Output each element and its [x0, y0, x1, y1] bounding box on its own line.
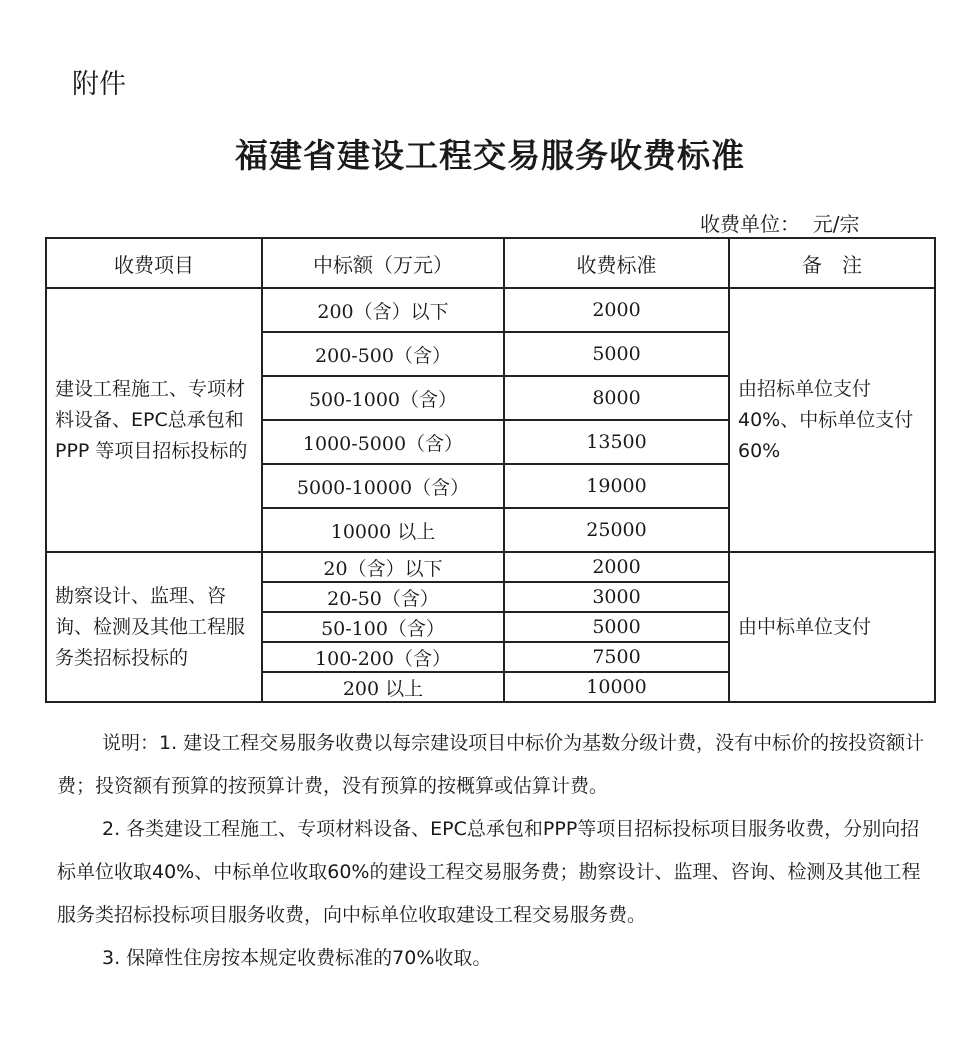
fee-value: 19000: [504, 464, 729, 508]
column-header-item: 收费项目: [46, 238, 262, 288]
fee-item-construction: 建设工程施工、专项材料设备、EPC总承包和 PPP 等项目招标投标的: [46, 288, 262, 552]
amount-range: 500-1000（含）: [262, 376, 504, 420]
column-header-amount: 中标额（万元）: [262, 238, 504, 288]
table-header-row: [46, 238, 935, 288]
note-construction: 由招标单位支付40%、中标单位支付60%: [729, 288, 935, 552]
fee-value: 8000: [504, 376, 729, 420]
fee-value: 13500: [504, 420, 729, 464]
fee-value: 7500: [504, 642, 729, 672]
note-paragraph-1: 说明：1. 建设工程交易服务收费以每宗建设项目中标价为基数分级计费，没有中标价的按投资额计费；投资额有预算的按预算计费，没有预算的按概算或估算计费。: [57, 732, 925, 797]
amount-range: 20-50（含）: [262, 582, 504, 612]
fee-value: 10000: [504, 672, 729, 702]
amount-range: 5000-10000（含）: [262, 464, 504, 508]
amount-range: 10000 以上: [262, 508, 504, 552]
column-header-note: 备 注: [729, 238, 935, 288]
amount-range: 200-500（含）: [262, 332, 504, 376]
amount-range: 200（含）以下: [262, 288, 504, 332]
note-paragraph-2: 2. 各类建设工程施工、专项材料设备、EPC总承包和PPP等项目招标投标项目服务收费，分别向招标单位收取40%、中标单位收取60%的建设工程交易服务费；勘察设计、监理、咨询、检测及其他工程服务类招标投标项目服务收费，向中标单位收取建设工程交易服务费。: [57, 818, 921, 926]
amount-range: 50-100（含）: [262, 612, 504, 642]
table-row: [46, 552, 935, 582]
document-title: 福建省建设工程交易服务收费标准: [235, 136, 745, 175]
fee-unit-label: 收费单位： 元/宗: [700, 212, 860, 236]
amount-range: 20（含）以下: [262, 552, 504, 582]
fee-value: 5000: [504, 332, 729, 376]
table-row: [46, 288, 935, 332]
note-paragraph-3: 3. 保障性住房按本规定收费标准的70%收取。: [102, 947, 492, 969]
attachment-label: 附件: [72, 69, 126, 100]
amount-range: 1000-5000（含）: [262, 420, 504, 464]
amount-range: 100-200（含）: [262, 642, 504, 672]
fee-value: 25000: [504, 508, 729, 552]
notes-section: [57, 722, 927, 980]
note-services: 由中标单位支付: [729, 552, 935, 702]
fee-value: 3000: [504, 582, 729, 612]
fee-value: 2000: [504, 552, 729, 582]
fee-value: 5000: [504, 612, 729, 642]
amount-range: 200 以上: [262, 672, 504, 702]
column-header-fee: 收费标准: [504, 238, 729, 288]
fee-value: 2000: [504, 288, 729, 332]
fee-standard-table: [45, 237, 936, 703]
fee-item-services: 勘察设计、监理、咨询、检测及其他工程服务类招标投标的: [46, 552, 262, 702]
